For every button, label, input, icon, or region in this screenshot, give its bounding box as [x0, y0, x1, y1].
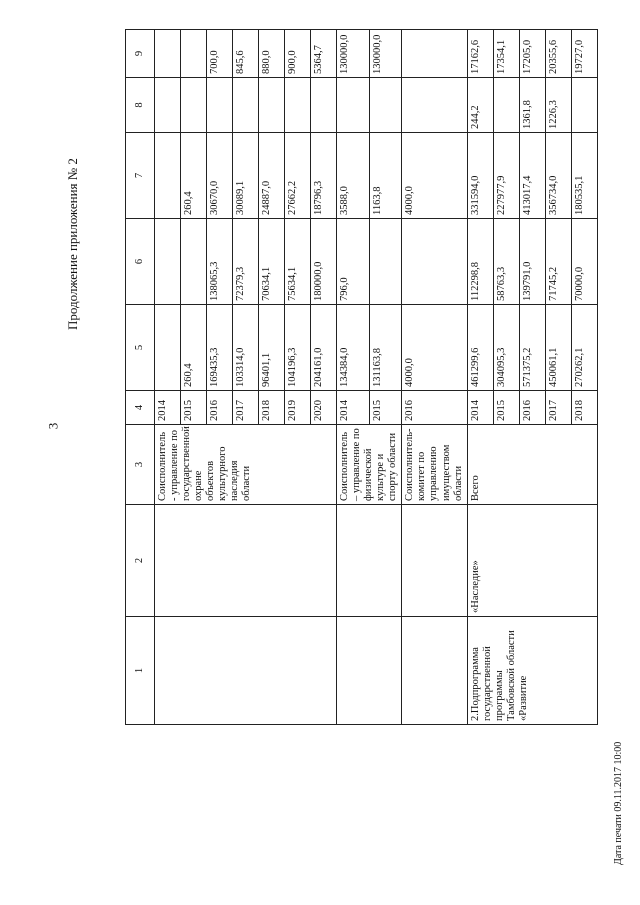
value-cell-c7: 3588,0 — [337, 133, 370, 219]
value-cell-c6: 112298,8 — [467, 219, 493, 305]
year-cell: 2014 — [467, 391, 493, 425]
value-cell-c7: 260,4 — [181, 133, 207, 219]
year-cell: 2014 — [155, 391, 181, 425]
value-cell-c7: 413017,4 — [519, 133, 545, 219]
value-cell-c5: 104196,3 — [285, 305, 311, 391]
value-cell-c9: 20355,6 — [545, 30, 571, 78]
value-cell-c7: 227977,9 — [493, 133, 519, 219]
value-cell-c9: 845,6 — [233, 30, 259, 78]
value-cell-c5 — [155, 305, 181, 391]
value-cell-c9: 880,0 — [259, 30, 285, 78]
value-cell-c9: 17162,6 — [467, 30, 493, 78]
value-cell-c8 — [155, 78, 181, 133]
cell-c3: Соисполнитель – управление по физической культуре и спорту области — [337, 425, 402, 505]
year-cell: 2014 — [337, 391, 370, 425]
value-cell-c5: 461299,6 — [467, 305, 493, 391]
value-cell-c9 — [402, 30, 467, 78]
value-cell-c7: 24887,0 — [259, 133, 285, 219]
value-cell-c5: 260,4 — [181, 305, 207, 391]
value-cell-c6: 72379,3 — [233, 219, 259, 305]
value-cell-c7: 1163,8 — [369, 133, 402, 219]
value-cell-c8 — [402, 78, 467, 133]
value-cell-c5: 131163,8 — [369, 305, 402, 391]
value-cell-c8 — [233, 78, 259, 133]
value-cell-c7: 4000,0 — [402, 133, 467, 219]
column-header: 3 — [126, 425, 155, 505]
cell-c3: Соисполнитель-комитет по управлению имуществом области — [402, 425, 467, 505]
year-cell: 2015 — [369, 391, 402, 425]
column-header: 1 — [126, 617, 155, 725]
year-cell: 2016 — [207, 391, 233, 425]
column-header: 9 — [126, 30, 155, 78]
table-row — [402, 30, 467, 725]
value-cell-c6 — [402, 219, 467, 305]
year-cell: 2018 — [259, 391, 285, 425]
value-cell-c6 — [369, 219, 402, 305]
value-cell-c6 — [155, 219, 181, 305]
cell-c2 — [402, 505, 467, 617]
value-cell-c9: 17205,0 — [519, 30, 545, 78]
value-cell-c5: 304095,3 — [493, 305, 519, 391]
value-cell-c8 — [285, 78, 311, 133]
cell-c3: Всего — [467, 425, 597, 505]
year-cell: 2015 — [181, 391, 207, 425]
cell-c2 — [337, 505, 402, 617]
cell-c1: 2.Подпрограмма государственной программы Тамбовской области «Развитие — [467, 617, 597, 725]
cell-c1 — [155, 617, 337, 725]
value-cell-c5: 450061,1 — [545, 305, 571, 391]
value-cell-c5: 103314,0 — [233, 305, 259, 391]
value-cell-c6: 70000,0 — [571, 219, 597, 305]
value-cell-c9 — [181, 30, 207, 78]
page-number: 3 — [45, 422, 61, 430]
value-cell-c5: 571375,2 — [519, 305, 545, 391]
print-date: Дата печати 09.11.2017 10:00 — [613, 741, 624, 865]
value-cell-c8: 1226,3 — [545, 78, 571, 133]
value-cell-c8 — [337, 78, 370, 133]
cell-c3: Соисполнитель - управление по государственной охране объектов культурного наследия области — [155, 425, 337, 505]
column-header: 4 — [126, 391, 155, 425]
value-cell-c9: 130000,0 — [369, 30, 402, 78]
year-cell: 2017 — [545, 391, 571, 425]
column-header: 6 — [126, 219, 155, 305]
value-cell-c7: 30089,1 — [233, 133, 259, 219]
header-row — [126, 30, 155, 725]
continuation-title: Продолжение приложения № 2 — [65, 158, 80, 330]
value-cell-c7: 27662,2 — [285, 133, 311, 219]
value-cell-c8 — [571, 78, 597, 133]
value-cell-c6 — [181, 219, 207, 305]
table-row — [467, 30, 493, 725]
value-cell-c8 — [369, 78, 402, 133]
year-cell: 2017 — [233, 391, 259, 425]
value-cell-c5: 4000,0 — [402, 305, 467, 391]
cell-c1 — [337, 617, 402, 725]
value-cell-c6: 796,0 — [337, 219, 370, 305]
value-cell-c6: 70634,1 — [259, 219, 285, 305]
value-cell-c5: 134384,0 — [337, 305, 370, 391]
cell-c1 — [402, 617, 467, 725]
column-header: 5 — [126, 305, 155, 391]
year-cell: 2016 — [402, 391, 467, 425]
value-cell-c8 — [311, 78, 337, 133]
value-cell-c7: 356734,0 — [545, 133, 571, 219]
value-cell-c9: 5364,7 — [311, 30, 337, 78]
value-cell-c9: 700,0 — [207, 30, 233, 78]
value-cell-c6: 180000,0 — [311, 219, 337, 305]
value-cell-c5: 204161,0 — [311, 305, 337, 391]
value-cell-c5: 96401,1 — [259, 305, 285, 391]
budget-table-wrapper — [125, 30, 640, 725]
value-cell-c6: 58763,3 — [493, 219, 519, 305]
value-cell-c8: 244,2 — [467, 78, 493, 133]
value-cell-c9: 130000,0 — [337, 30, 370, 78]
value-cell-c8 — [493, 78, 519, 133]
value-cell-c9: 17354,1 — [493, 30, 519, 78]
value-cell-c8 — [181, 78, 207, 133]
cell-c2: «Наследие» — [467, 505, 597, 617]
column-header: 7 — [126, 133, 155, 219]
value-cell-c8 — [207, 78, 233, 133]
value-cell-c9: 19727,0 — [571, 30, 597, 78]
value-cell-c7: 331594,0 — [467, 133, 493, 219]
value-cell-c7 — [155, 133, 181, 219]
table-row — [155, 30, 181, 725]
value-cell-c7: 180535,1 — [571, 133, 597, 219]
value-cell-c5: 169435,3 — [207, 305, 233, 391]
value-cell-c7: 18796,3 — [311, 133, 337, 219]
column-header: 2 — [126, 505, 155, 617]
year-cell: 2018 — [571, 391, 597, 425]
value-cell-c6: 71745,2 — [545, 219, 571, 305]
year-cell: 2020 — [311, 391, 337, 425]
year-cell: 2015 — [493, 391, 519, 425]
column-header: 8 — [126, 78, 155, 133]
value-cell-c8 — [259, 78, 285, 133]
year-cell: 2019 — [285, 391, 311, 425]
value-cell-c5: 270262,1 — [571, 305, 597, 391]
value-cell-c8: 1361,8 — [519, 78, 545, 133]
value-cell-c9: 900,0 — [285, 30, 311, 78]
value-cell-c6: 75634,1 — [285, 219, 311, 305]
year-cell: 2016 — [519, 391, 545, 425]
value-cell-c7: 30670,0 — [207, 133, 233, 219]
budget-table — [125, 29, 598, 725]
value-cell-c6: 139791,0 — [519, 219, 545, 305]
cell-c2 — [155, 505, 337, 617]
table-row — [337, 30, 370, 725]
value-cell-c9 — [155, 30, 181, 78]
value-cell-c6: 138065,3 — [207, 219, 233, 305]
